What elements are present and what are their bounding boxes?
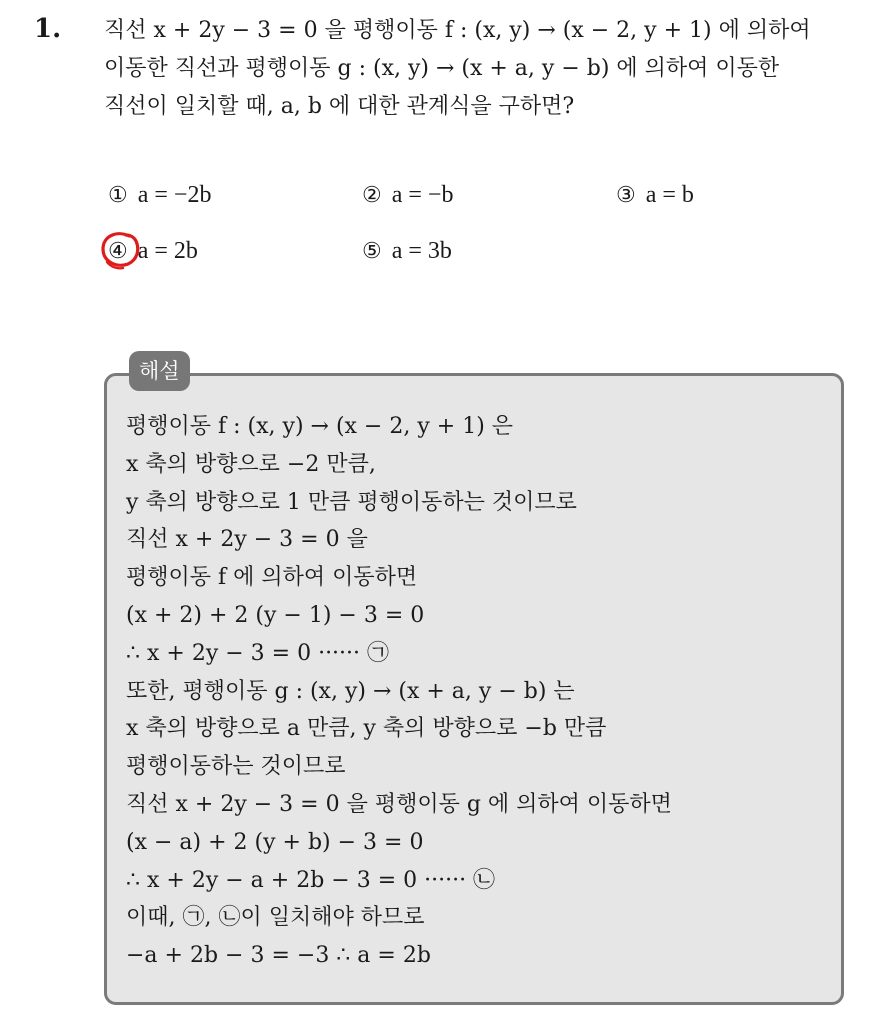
choice-5[interactable]: [362, 238, 452, 265]
solution-line: (x + 2) + 2 (y − 1) − 3 = 0: [126, 602, 425, 628]
solution-line: −a + 2b − 3 = −3 ∴ a = 2b: [126, 943, 431, 969]
choice-list: [108, 176, 808, 296]
solution-line: ∴ x + 2y − a + 2b − 3 = 0 ······ ㉡: [126, 867, 496, 893]
choice-4[interactable]: [108, 238, 198, 265]
choice-1[interactable]: [108, 182, 211, 209]
choice-expression: a = b: [645, 182, 694, 208]
solution-line: 직선 x + 2y − 3 = 0 을: [126, 527, 368, 553]
solution-text: [126, 408, 826, 975]
solution-line: 직선 x + 2y − 3 = 0 을 평행이동 g 에 의하여 이동하면: [126, 791, 672, 817]
choice-expression: a = 3b: [391, 238, 452, 264]
solution-line: 평행이동하는 것이므로: [126, 754, 346, 780]
solution-line: x 축의 방향으로 a 만큼, y 축의 방향으로 −b 만큼: [126, 716, 607, 742]
solution-line: x 축의 방향으로 −2 만큼,: [126, 451, 376, 477]
solution-line: 또한, 평행이동 g : (x, y) → (x + a, y − b) 는: [126, 678, 575, 704]
choice-number: ①: [108, 183, 128, 208]
choice-number: ③: [616, 183, 636, 208]
solution-line: 평행이동 f 에 의하여 이동하면: [126, 565, 418, 591]
question-line: 이동한 직선과 평행이동 g : (x, y) → (x + a, y − b) 에 의하여 이동한: [104, 56, 780, 81]
solution-line: 평행이동 f : (x, y) → (x − 2, y + 1) 은: [126, 414, 514, 439]
question-text: [104, 12, 864, 126]
solution-line: 이때, ㉠, ㉡이 일치해야 하므로: [126, 905, 425, 931]
question-line: 직선 x + 2y − 3 = 0 을 평행이동 f : (x, y) → (x − 2, y + 1) 에 의하여: [104, 18, 811, 43]
choice-number: ②: [362, 183, 382, 208]
choice-number: ④: [108, 239, 128, 264]
problem-number: 1.: [34, 14, 62, 44]
choice-expression: a = −b: [391, 182, 454, 208]
solution-line: (x − a) + 2 (y + b) − 3 = 0: [126, 829, 424, 855]
choice-expression: a = −2b: [137, 182, 212, 208]
choice-3[interactable]: [616, 182, 694, 209]
choice-expression: a = 2b: [137, 238, 198, 264]
question-line: 직선이 일치할 때, a, b 에 대한 관계식을 구하면?: [104, 94, 575, 119]
solution-line: y 축의 방향으로 1 만큼 평행이동하는 것이므로: [126, 489, 577, 515]
choice-2[interactable]: [362, 182, 453, 209]
solution-line: ∴ x + 2y − 3 = 0 ······ ㉠: [126, 640, 390, 666]
solution-tag: 해설: [129, 351, 190, 391]
choice-number: ⑤: [362, 239, 382, 264]
